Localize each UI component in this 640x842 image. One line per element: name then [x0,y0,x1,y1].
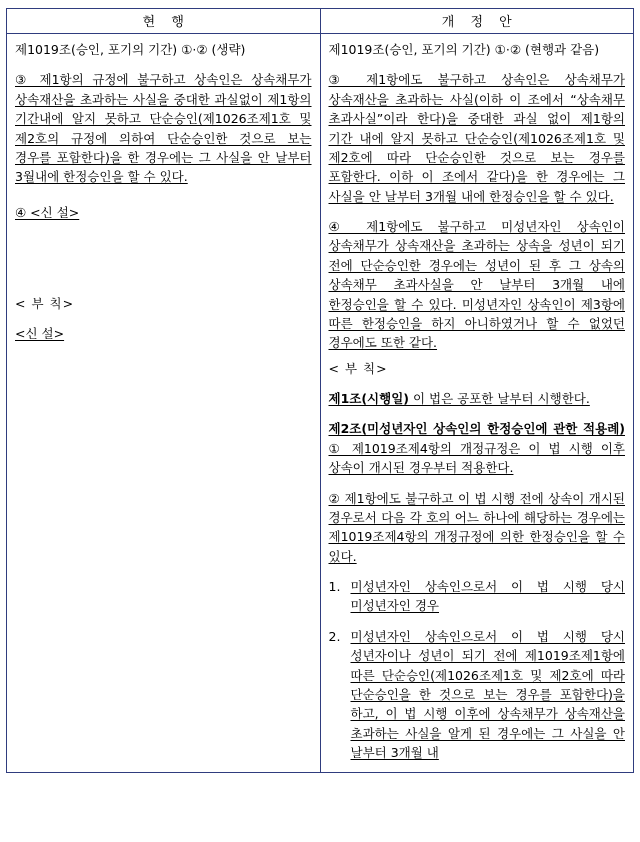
table-body-row [7,34,634,773]
revised-addendum-article-1 [329,389,626,408]
current-article-1019-clause-3: ③ 제1항의 규정에 불구하고 상속인은 상속채무가 상속재산을 초과하는 사실을 중대한 과실없이 제1항의 기간내에 알지 못하고 단순승인(제1026조제1호 및 제2호의 규정에 의하여 단순승인한 것으로 보는 경우를 포함한다)을 한 경우에는 그 사실을 안 날부터 3월내에 한정승인을 할 수 있다. [15,72,312,185]
item-1-number: 1. [328,579,341,594]
current-article-1019-clause-4: ④ <신 설> [15,204,80,220]
current-addendum-body: <신 설> [15,326,65,342]
revised-article-1019-clause-4: ④ 제1항에도 불구하고 미성년자인 상속인이 상속채무가 상속재산을 초과하는 상속을 성년이 되기 전에 단순승인한 경우에는 성년이 된 후 그 상속의 상속채무 초과사실을 안 날부터 3개월 내에 한정승인을 할 수 있다. 미성년자인 상속인이 제3항에 따른 한정승인을 하지 아니하였거나 할 수 없었던 경우에도 또한 같다. [328,219,625,351]
addendum-article-2-body: ① 제1019조제4항의 개정규정은 이 법 시행 이후 상속이 개시된 경우부터 적용한다. [328,440,625,476]
cell-current-law [7,34,321,773]
addendum-article-2-item-1 [329,577,626,616]
revised-addendum-article-2 [329,419,626,477]
addendum-article-1-label: 제1조(시행일) [328,391,409,406]
column-header-current: 현 행 [7,9,321,34]
layout-spacer [15,222,312,294]
addendum-article-1-body: 이 법은 공포한 날부터 시행한다. [409,391,590,406]
current-addendum-title: < 부 칙> [15,296,75,311]
revised-article-1019-clause-3: ③ 제1항에도 불구하고 상속인은 상속채무가 상속재산을 초과하는 사실(이하 이 조에서 “상속채무 초과사실”이라 한다)을 중대한 과실 없이 제1항의 기간 내에 알지 못하고 단순승인(제1026조제1호 및 제2호에 따라 단순승인한 것으로 보는 경우를 포함한다. 이하 이 조에서 같다)을 한 경우에는 그 사실을 안 날부터 3개월 내에 한정승인을 할 수 있다. [328,72,625,204]
item-2-text: 미성년자인 상속인으로서 이 법 시행 당시 성년자이나 성년이 되기 전에 제1019조제1항에 따른 단순승인(제1026조제1호 및 제2호에 따라 단순승인을 한 것으로 보는 경우를 포함한다)을 하고, 이 법 시행 이후에 상속채무가 상속재산을 초과하는 사실을 알게 된 경우에는 그 사실을 안 날부터 3개월 내 [350,628,625,760]
addendum-article-2-clause-2: ② 제1항에도 불구하고 이 법 시행 전에 상속이 개시된 경우로서 다음 각 호의 어느 하나에 해당하는 경우에는 제1019조제4항의 개정규정에 의한 한정승인을 할 수 있다. [328,490,625,564]
addendum-article-2-label: 제2조(미성년자인 상속인의 한정승인에 관한 적용례) [328,421,625,437]
cell-revised-law [320,34,634,773]
revised-article-1019-heading: 제1019조(승인, 포기의 기간) ①·② (현행과 같음) [328,42,600,57]
column-header-revised: 개 정 안 [320,9,634,34]
current-article-1019-heading: 제1019조(승인, 포기의 기간) ①·② (생략) [15,42,246,57]
item-2-number: 2. [328,628,341,644]
table-header-row [7,9,634,34]
law-comparison-table [6,8,634,773]
revised-addendum-title: < 부 칙> [328,360,388,376]
addendum-article-2-item-2 [329,627,626,763]
item-1-text: 미성년자인 상속인으로서 이 법 시행 당시 미성년자인 경우 [350,579,625,614]
